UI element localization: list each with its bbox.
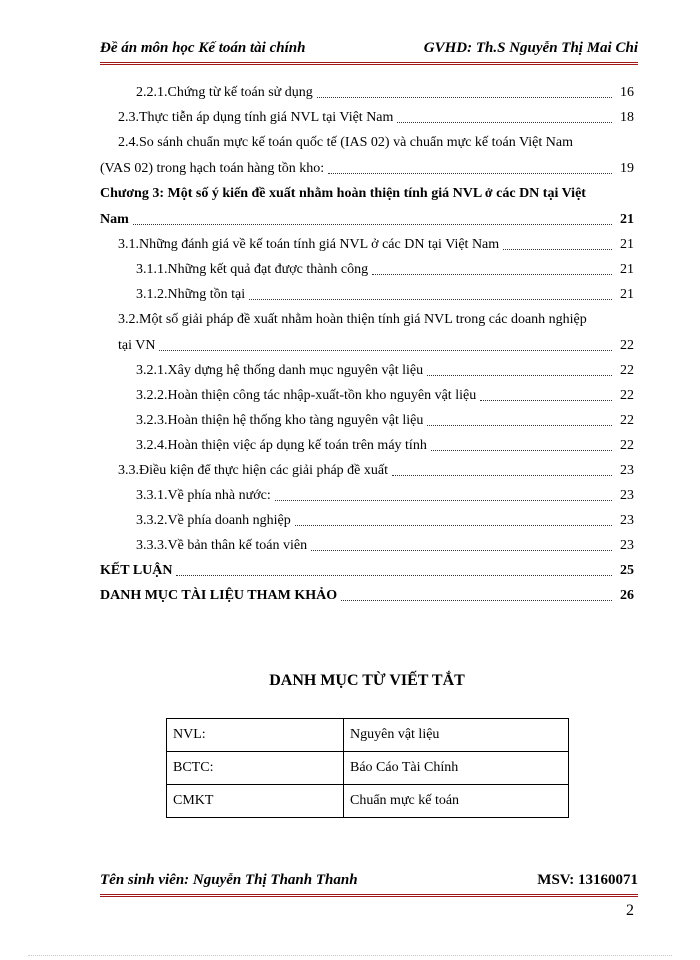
toc-entry[interactable] xyxy=(100,80,634,105)
toc-leader xyxy=(295,525,612,526)
page-footer xyxy=(100,872,638,889)
toc-entry-text: 2.3.Thực tiễn áp dụng tính giá NVL tại Việt Nam xyxy=(118,110,394,125)
toc-entry-line1[interactable]: 3.2.Một số giải pháp đề xuất nhằm hoàn thiện tính giá NVL trong các doanh nghiệp xyxy=(118,312,587,327)
toc-page-number: 21 xyxy=(620,212,634,227)
toc-leader xyxy=(341,600,612,601)
toc-leader xyxy=(372,274,612,275)
toc-leader xyxy=(159,350,612,351)
toc-entry[interactable] xyxy=(100,105,634,130)
toc-page-number: 23 xyxy=(620,463,634,478)
toc-page-number: 23 xyxy=(620,488,634,503)
toc-entry[interactable] xyxy=(100,333,634,358)
toc-page-number: 21 xyxy=(620,287,634,302)
toc-entry-text: 3.3.3.Về bản thân kế toán viên xyxy=(136,538,308,553)
student-name: Tên sinh viên: Nguyễn Thị Thanh Thanh xyxy=(100,872,358,888)
footer-rule xyxy=(100,894,638,897)
toc-leader xyxy=(431,450,612,451)
toc-leader xyxy=(328,173,612,174)
toc-entry[interactable] xyxy=(100,156,634,181)
page-edge-divider xyxy=(28,955,672,956)
supervisor: GVHD: Th.S Nguyễn Thị Mai Chi xyxy=(423,40,638,56)
abbreviations-table xyxy=(166,718,569,818)
toc-entry-text: 3.1.1.Những kết quả đạt được thành công xyxy=(136,262,369,277)
toc-page-number: 16 xyxy=(620,85,634,100)
toc-entry[interactable] xyxy=(100,458,634,483)
abbr-cell: BCTC: xyxy=(167,752,344,785)
toc-leader xyxy=(427,425,612,426)
toc-page-number: 19 xyxy=(620,161,634,176)
toc-page-number: 21 xyxy=(620,237,634,252)
toc-entry-text: Nam xyxy=(100,212,129,227)
toc-leader xyxy=(249,299,612,300)
toc-entry[interactable] xyxy=(100,433,634,458)
page-number: 2 xyxy=(626,902,634,919)
toc-page-number: 22 xyxy=(620,413,634,428)
toc-page-number: 21 xyxy=(620,262,634,277)
toc-chapter[interactable] xyxy=(100,207,634,232)
toc-entry-text: tại VN xyxy=(118,338,156,353)
table-of-contents xyxy=(100,80,634,608)
toc-entry[interactable] xyxy=(100,508,634,533)
abbr-cell: NVL: xyxy=(167,719,344,752)
toc-entry-text: 2.2.1.Chứng từ kế toán sử dụng xyxy=(136,85,313,100)
toc-entry[interactable] xyxy=(100,232,634,257)
course-title: Đề án môn học Kế toán tài chính xyxy=(100,40,306,56)
toc-leader xyxy=(503,249,612,250)
toc-entry[interactable] xyxy=(100,533,634,558)
header-rule xyxy=(100,62,638,65)
toc-page-number: 25 xyxy=(620,563,634,578)
toc-entry-text: 3.3.2.Về phía doanh nghiệp xyxy=(136,513,291,528)
toc-page-number: 23 xyxy=(620,513,634,528)
toc-entry-text: 3.2.4.Hoàn thiện việc áp dụng kế toán trên máy tính xyxy=(136,438,427,453)
toc-page-number: 22 xyxy=(620,338,634,353)
toc-chapter-line1[interactable]: Chương 3: Một số ý kiến đề xuất nhằm hoàn thiện tính giá NVL ở các DN tại Việt xyxy=(100,186,586,201)
toc-entry[interactable] xyxy=(100,257,634,282)
toc-references[interactable] xyxy=(100,583,634,608)
toc-page-number: 23 xyxy=(620,538,634,553)
toc-leader xyxy=(317,97,612,98)
toc-leader xyxy=(480,400,612,401)
toc-entry[interactable] xyxy=(100,383,634,408)
abbr-cell: CMKT xyxy=(167,785,344,818)
toc-leader xyxy=(275,500,612,501)
toc-leader xyxy=(397,122,612,123)
toc-entry[interactable] xyxy=(100,483,634,508)
toc-page-number: 22 xyxy=(620,363,634,378)
toc-leader xyxy=(133,224,612,225)
toc-entry-text: 3.1.2.Những tồn tại xyxy=(136,287,246,302)
table-row xyxy=(167,785,569,818)
student-id: MSV: 13160071 xyxy=(537,872,638,888)
meaning-cell: Nguyên vật liệu xyxy=(344,719,569,752)
toc-entry[interactable] xyxy=(100,408,634,433)
toc-leader xyxy=(311,550,612,551)
toc-page-number: 22 xyxy=(620,438,634,453)
toc-entry-text: 3.3.1.Về phía nhà nước: xyxy=(136,488,271,503)
toc-conclusion[interactable] xyxy=(100,558,634,583)
toc-entry-text: 3.1.Những đánh giá về kế toán tính giá NVL ở các DN tại Việt Nam xyxy=(118,237,500,252)
toc-leader xyxy=(427,375,612,376)
toc-entry-text: (VAS 02) trong hạch toán hàng tồn kho: xyxy=(100,161,325,176)
meaning-cell: Báo Cáo Tài Chính xyxy=(344,752,569,785)
toc-page-number: 22 xyxy=(620,388,634,403)
meaning-cell: Chuẩn mực kế toán xyxy=(344,785,569,818)
toc-leader xyxy=(176,575,612,576)
toc-page-number: 26 xyxy=(620,588,634,603)
toc-entry-text: DANH MỤC TÀI LIỆU THAM KHẢO xyxy=(100,588,338,603)
toc-entry-line1[interactable]: 2.4.So sánh chuẩn mực kế toán quốc tế (IAS 02) và chuẩn mực kế toán Việt Nam xyxy=(118,135,573,150)
toc-entry[interactable] xyxy=(100,358,634,383)
page-header xyxy=(100,40,638,57)
table-row xyxy=(167,719,569,752)
toc-entry-text: KẾT LUẬN xyxy=(100,563,173,578)
toc-leader xyxy=(392,475,612,476)
toc-entry-text: 3.2.2.Hoàn thiện công tác nhập-xuất-tồn kho nguyên vật liệu xyxy=(136,388,477,403)
toc-page-number: 18 xyxy=(620,110,634,125)
table-row xyxy=(167,752,569,785)
toc-entry-text: 3.2.3.Hoàn thiện hệ thống kho tàng nguyên vật liệu xyxy=(136,413,424,428)
toc-entry-text: 3.2.1.Xây dựng hệ thống danh mục nguyên vật liệu xyxy=(136,363,424,378)
toc-entry[interactable] xyxy=(100,282,634,307)
abbreviations-heading: DANH MỤC TỪ VIẾT TẮT xyxy=(269,672,465,689)
toc-entry-text: 3.3.Điều kiện để thực hiện các giải pháp đề xuất xyxy=(118,463,388,478)
